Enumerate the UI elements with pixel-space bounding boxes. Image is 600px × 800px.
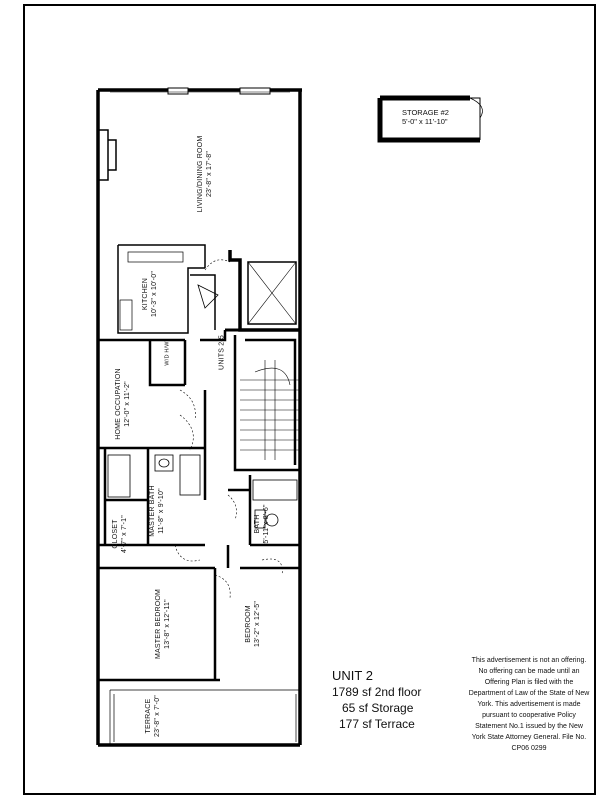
legal-disclaimer: This advertisement is not an offering. No offering can be made until an Offering Plan is filed with the Department of Law of the State of New York. This advertisement is made pursuant to cooperative Policy Statement No.1 issued by the New York State Attorney General. File No. CP06 0299: [468, 657, 590, 752]
room-label-home-office: HOME OCCUPATION 12'-0" x 11'-2": [115, 368, 131, 440]
unit-area-terrace: 177 sf Terrace: [339, 717, 415, 731]
stair-label: UNITS 2-5: [218, 335, 226, 370]
storage-label: STORAGE #2 5'-0" x 11'-10": [402, 108, 449, 126]
room-label-closet: CLOSET 4'-7" x 7'-1": [112, 515, 128, 553]
room-label-kitchen: KITCHEN 10'-3" x 10'-0": [142, 270, 158, 318]
terrace-railing: [110, 690, 300, 745]
unit-area-storage: 65 sf Storage: [342, 701, 414, 715]
room-label-terrace: TERRACE 23'-8" x 7'-0": [145, 695, 161, 737]
elevator-core: [225, 250, 300, 330]
room-label-living: LIVING/DINING ROOM 23'-8" x 17'-8": [197, 135, 213, 213]
unit-summary: [332, 668, 421, 732]
unit-title: UNIT 2: [332, 668, 373, 683]
stairs: [240, 360, 300, 460]
room-label-bath: BATH 5'-11"x 8'-6": [254, 504, 270, 544]
kitchen-walls: [118, 245, 218, 333]
fireplace: [98, 130, 116, 180]
room-label-bedroom: BEDROOM 13'-2" x 12'-5": [245, 600, 261, 648]
room-label-wh: W/D H/W: [164, 341, 171, 366]
unit-area-floor: 1789 sf 2nd floor: [332, 685, 422, 699]
room-label-master-bath: MASTER BATH 11'-8" x 9'-10": [149, 485, 165, 537]
room-label-master-bedroom: MASTER BEDROOM 13'-8" x 12'-11": [155, 588, 171, 660]
